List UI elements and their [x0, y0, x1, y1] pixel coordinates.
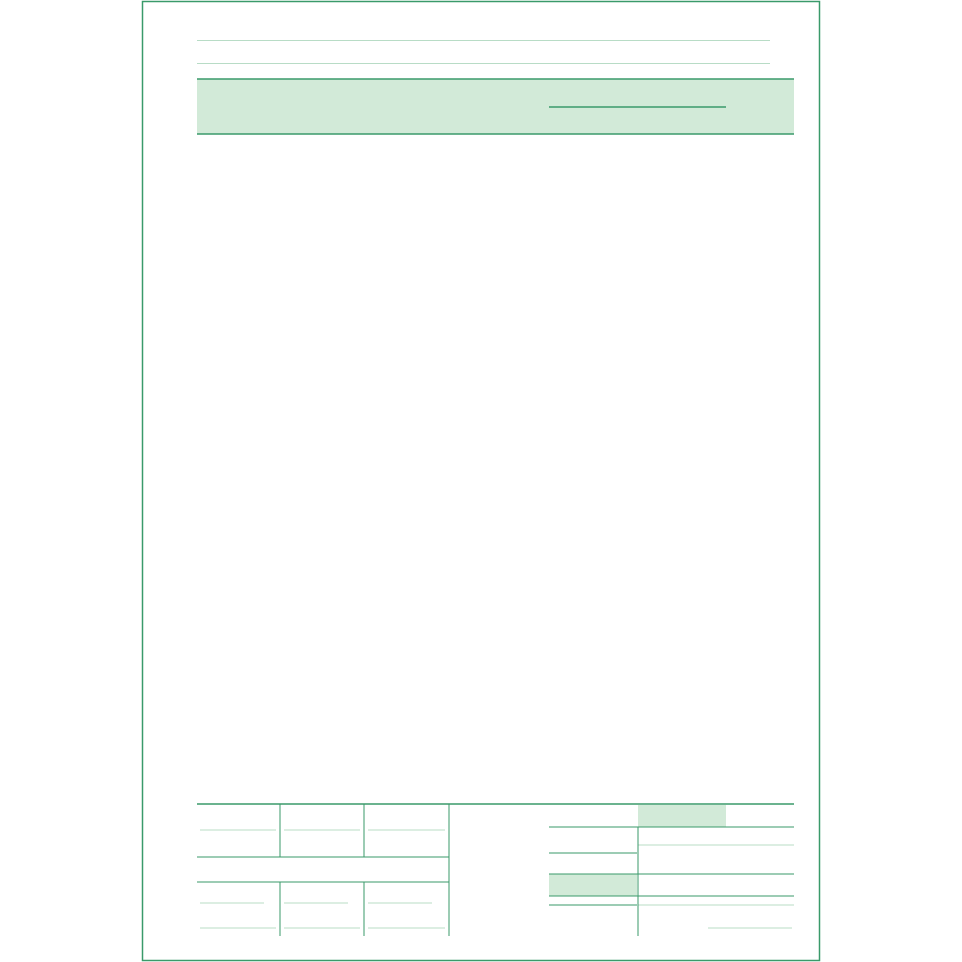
a-deduire-fill: [549, 874, 637, 896]
totaux-depenses-fill: [638, 805, 726, 827]
